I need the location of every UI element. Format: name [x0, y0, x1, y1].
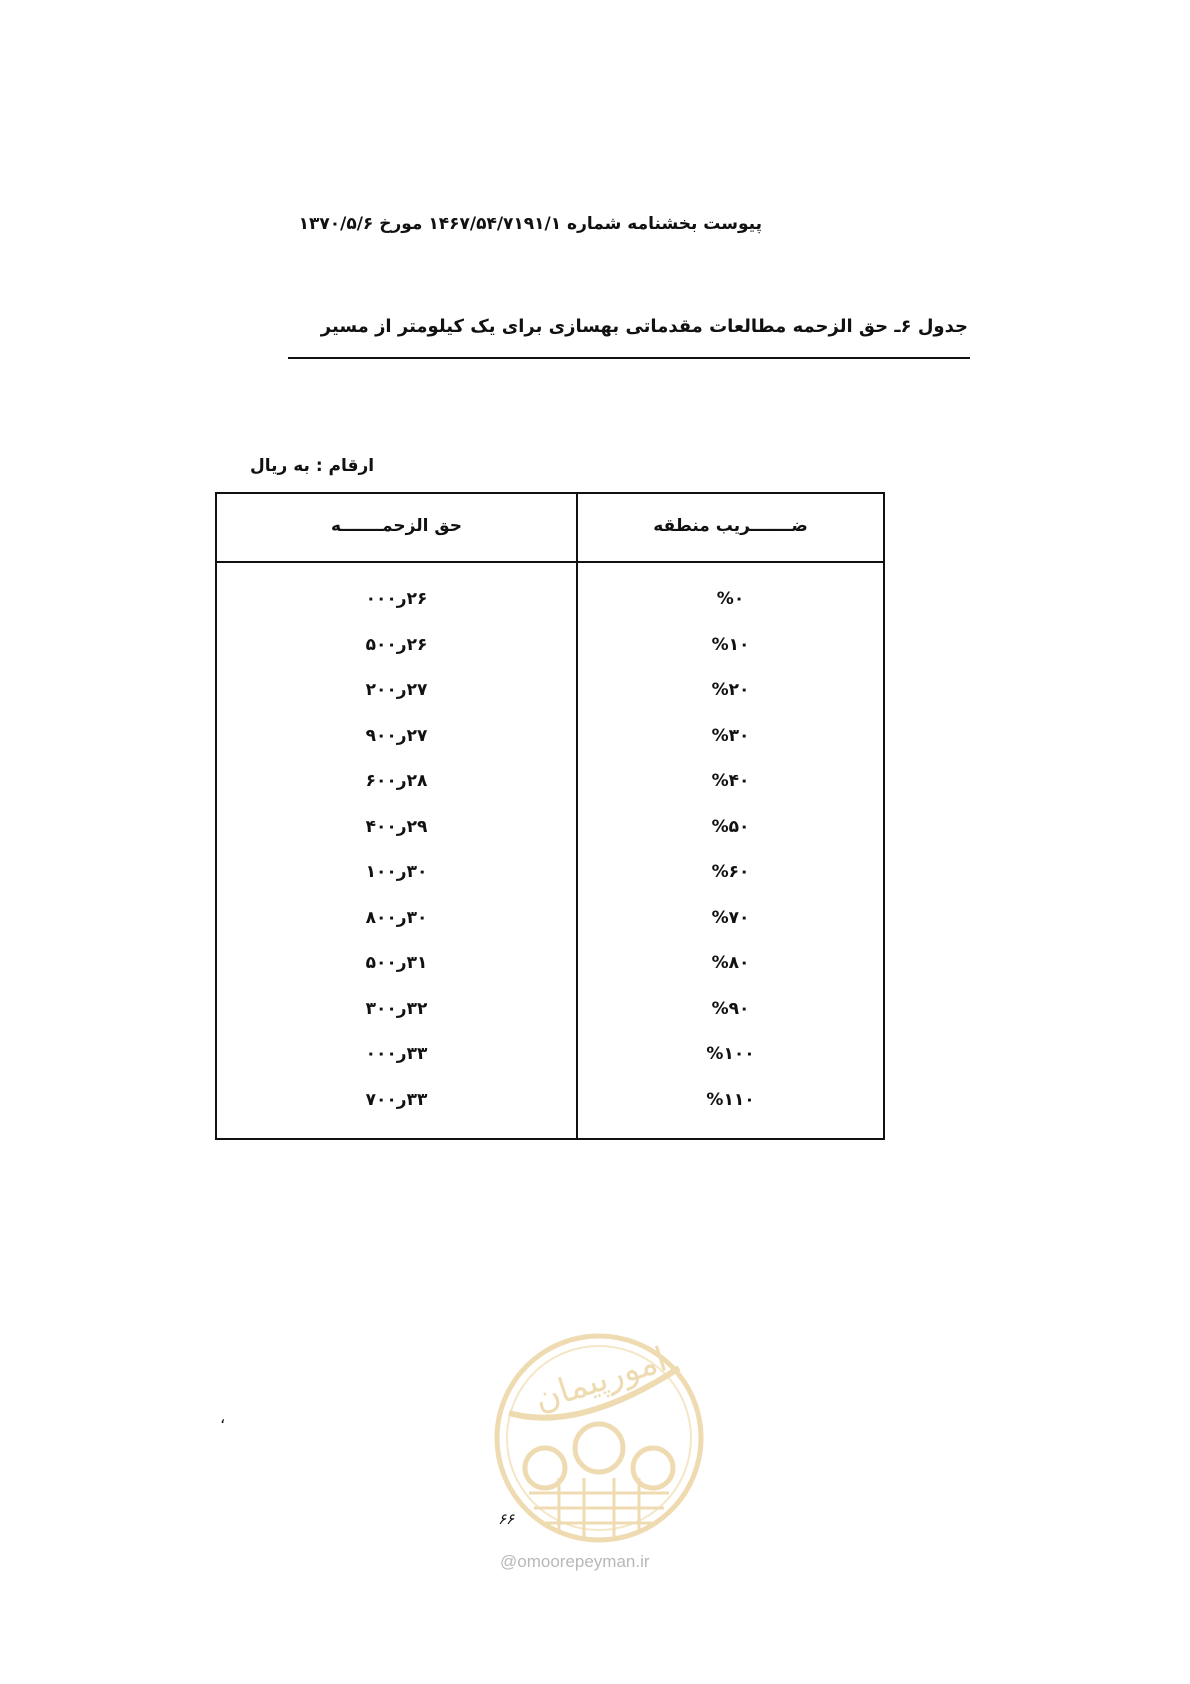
header-divider [217, 561, 883, 563]
coefficient-cell: %۵۰ [711, 816, 750, 837]
fee-cell: ۲۶ر۰۰۰ [365, 589, 428, 609]
fee-cell: ۲۷ر۹۰۰ [365, 725, 428, 746]
table-row [217, 680, 883, 726]
table-row [217, 771, 883, 817]
coefficient-cell: %۸۰ [711, 953, 750, 973]
header-coefficient: ضـــــــریب منطقه [653, 516, 808, 536]
fee-cell: ۲۹ر۴۰۰ [365, 816, 428, 837]
coefficient-cell: %۷۰ [711, 907, 750, 928]
table-row [217, 1090, 883, 1136]
watermark-logo [489, 1328, 709, 1548]
fee-table [215, 492, 885, 1140]
attachment-line: پیوست بخشنامه شماره ۱۴۶۷/۵۴/۷۱۹۱/۱ مورخ ۱۳۷۰/۵/۶ [298, 214, 762, 234]
fee-cell: ۲۷ر۲۰۰ [365, 680, 428, 700]
units-note: ارقام : به ریال [250, 456, 375, 476]
coefficient-cell: %۳۰ [711, 725, 750, 746]
header-fee: حق الزحمـــــــه [331, 516, 462, 536]
table-title: جدول ۶ـ حق الزحمه مطالعات مقدماتی بهسازی برای یک کیلومتر از مسیر [320, 316, 968, 337]
page-number: ۶۶ [498, 1510, 515, 1528]
table-row [217, 635, 883, 681]
fee-cell: ۳۰ر۸۰۰ [365, 907, 428, 928]
coefficient-cell: %۴۰ [711, 771, 750, 791]
table-row [217, 862, 883, 908]
fee-cell: ۳۰ر۱۰۰ [365, 862, 428, 882]
table-row [217, 908, 883, 954]
coefficient-cell: %۱۰ [711, 634, 750, 655]
table-row [217, 726, 883, 772]
coefficient-cell: %۶۰ [711, 862, 750, 882]
fee-cell: ۲۶ر۵۰۰ [365, 634, 428, 655]
coefficient-cell: %۱۱۰ [706, 1089, 755, 1110]
title-underline [288, 357, 970, 359]
coefficient-cell: %۱۰۰ [706, 1044, 755, 1064]
fee-cell: ۳۳ر۷۰۰ [365, 1089, 428, 1110]
coefficient-cell: %۲۰ [711, 680, 750, 700]
fee-cell: ۳۱ر۵۰۰ [365, 953, 428, 973]
fee-cell: ۳۲ر۳۰۰ [365, 998, 428, 1019]
fee-cell: ۲۸ر۶۰۰ [365, 771, 428, 791]
coefficient-cell: %۰ [716, 589, 745, 609]
table-row [217, 1044, 883, 1090]
stray-mark: ، [220, 1408, 226, 1427]
fee-cell: ۳۳ر۰۰۰ [365, 1044, 428, 1064]
watermark-logo-text: امورپیمان [529, 1339, 672, 1420]
table-row [217, 589, 883, 635]
gear-icon [525, 1424, 673, 1488]
table-row [217, 953, 883, 999]
coefficient-cell: %۹۰ [711, 998, 750, 1019]
watermark-url[interactable]: @omoorepeyman.ir [500, 1552, 650, 1571]
table-row [217, 999, 883, 1045]
table-rows [217, 589, 883, 1135]
table-row [217, 817, 883, 863]
